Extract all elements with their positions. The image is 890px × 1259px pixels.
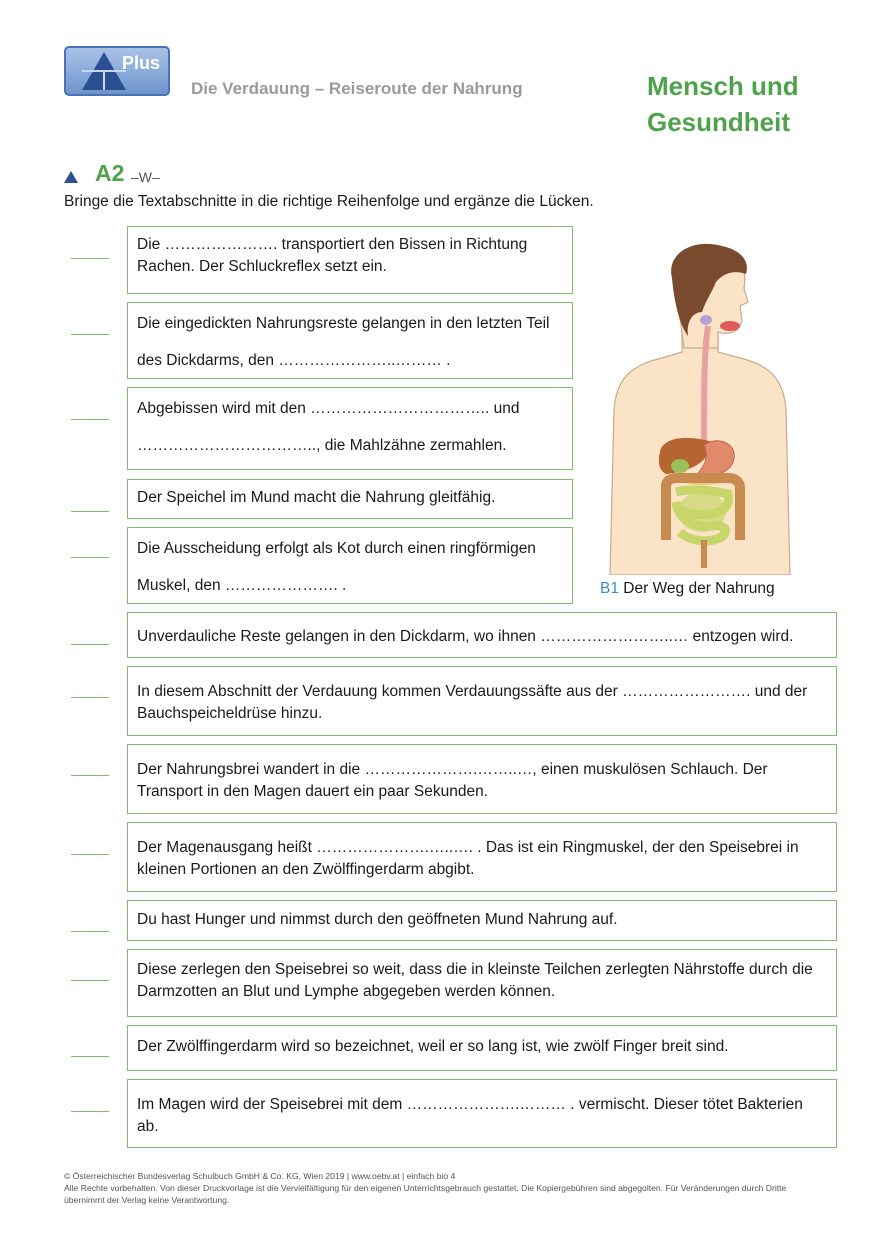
topic-heading [647,68,877,140]
text-box-13: Im Magen wird der Speisebrei mit dem ………………….……… . vermischt. Dieser tötet Bakterien ab. [127,1079,837,1148]
figure-caption-text: Der Weg der Nahrung [623,580,775,597]
order-blank-11[interactable] [71,980,109,981]
order-blank-10[interactable] [71,931,109,932]
order-blank-12[interactable] [71,1056,109,1057]
order-blank-4[interactable] [71,511,109,512]
text-box-1: Die …………………. transportiert den Bissen in Richtung Rachen. Der Schluckreflex setzt ein. [127,226,573,294]
text-box-7: In diesem Abschnitt der Verdauung kommen Verdauungssäfte aus der ……………………. und der Bauchspeicheldrüse hinzu. [127,666,837,736]
text-box-11: Diese zerlegen den Speisebrei so weit, dass die in kleinste Teilchen zerlegten Nährstoffe durch die Darmzotten an Blut und Lymphe abgegeben werden können. [127,949,837,1017]
order-blank-3[interactable] [71,419,109,420]
order-blank-8[interactable] [71,775,109,776]
order-blank-1[interactable] [71,258,109,259]
task-instruction: Bringe die Textabschnitte in die richtige Reihenfolge und ergänze die Lücken. [64,193,594,210]
order-blank-5[interactable] [71,557,109,558]
figure-label: B1 [600,580,619,597]
task-number: A2 [95,160,125,186]
text-box-10: Du hast Hunger und nimmst durch den geöffneten Mund Nahrung auf. [127,900,837,941]
logo-text: Plus [122,53,161,73]
order-blank-6[interactable] [71,644,109,645]
task-type: –W– [131,169,160,185]
copyright-footer [64,1170,824,1206]
topic-line-1: Mensch und [647,71,799,101]
text-box-5: Die Ausscheidung erfolgt als Kot durch einen ringförmigen Muskel, den …………………. . [127,527,573,604]
text-box-12: Der Zwölffingerdarm wird so bezeichnet, weil er so lang ist, wie zwölf Finger breit sind. [127,1025,837,1071]
page-subtitle: Die Verdauung – Reiseroute der Nahrung [191,79,523,98]
order-blank-2[interactable] [71,334,109,335]
footer-line-1: © Österreichischer Bundesverlag Schulbuch GmbH & Co. KG, Wien 2019 | www.oebv.at | einfach bio 4 [64,1171,456,1181]
order-blank-9[interactable] [71,854,109,855]
topic-line-2: Gesundheit [647,107,791,137]
plus-logo [64,46,170,96]
order-blank-13[interactable] [71,1111,109,1112]
text-box-6: Unverdauliche Reste gelangen in den Dickdarm, wo ihnen ……………………..… entzogen wird. [127,612,837,658]
digestive-system-illustration [600,240,800,575]
footer-line-2: Alle Rechte vorbehalten. Von dieser Druckvorlage ist die Vervielfältigung für den eigenen Unterrichtsgebrauch gestattet. Die Kopiergebühren sind abgegolten. Für Veränderungen durch Dritte übernimmt der Verlag keine Verantwortung. [64,1183,787,1205]
text-box-8: Der Nahrungsbrei wandert in die ………………….……..…, einen muskulösen Schlauch. Der Transport in den Magen dauert ein paar Sekunden. [127,744,837,814]
text-box-2: Die eingedickten Nahrungsreste gelangen in den letzten Teil des Dickdarms, den …………………..……… . [127,302,573,379]
text-box-9: Der Magenausgang heißt ………………….…..…. . Das ist ein Ringmuskel, der den Speisebrei in kleinen Portionen an den Zwölffingerdarm abgibt. [127,822,837,892]
level-triangle-icon [64,171,78,183]
text-box-4: Der Speichel im Mund macht die Nahrung gleitfähig. [127,479,573,519]
text-box-3: Abgebissen wird mit den …………………………….. und …………………………….., die Mahlzähne zermahlen. [127,387,573,470]
order-blank-7[interactable] [71,697,109,698]
figure-caption [600,580,775,598]
